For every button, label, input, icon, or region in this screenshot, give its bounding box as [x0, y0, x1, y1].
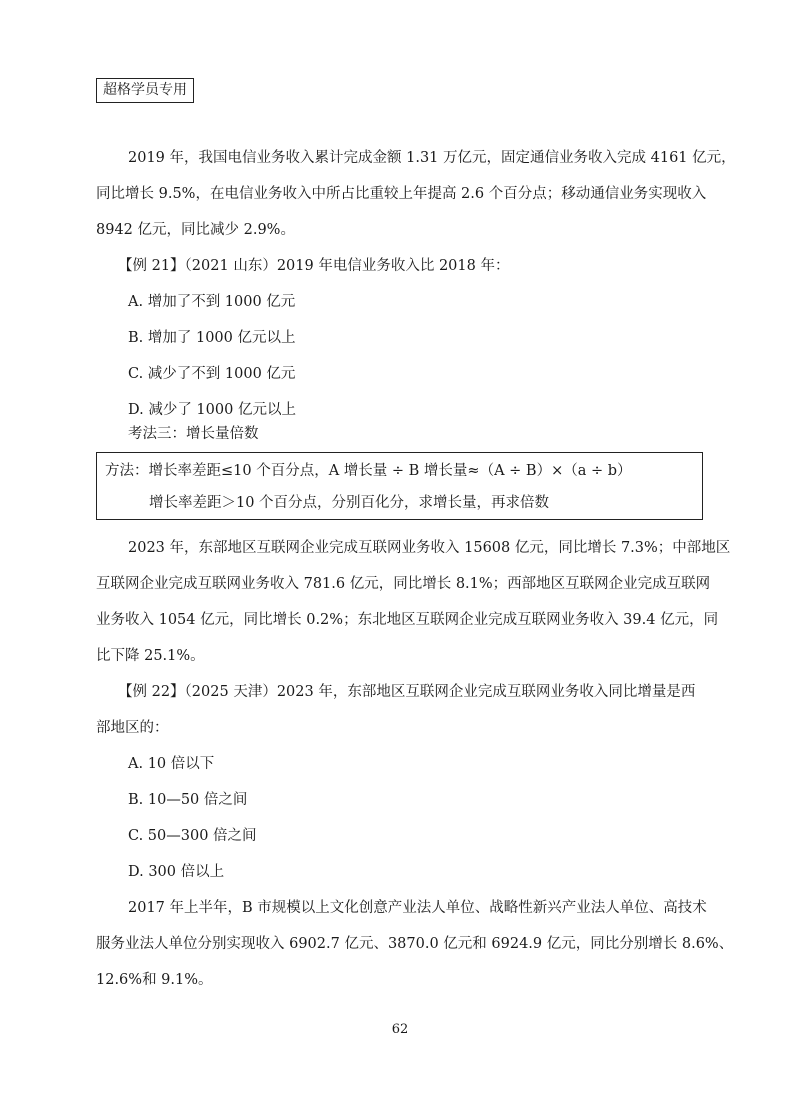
- student-only-tag: 超格学员专用: [96, 78, 194, 103]
- example22-option-c: C. 50—300 倍之间: [128, 828, 257, 844]
- method-box-line-1: 方法：增长率差距≤10 个百分点，A 增长量 ÷ B 增长量≈（A ÷ B）×（a ÷ b）: [105, 463, 632, 479]
- passage3-line-2: 服务业法人单位分别实现收入 6902.7 亿元、3870.0 亿元和 6924.9 亿元，同比分别增长 8.6%、: [96, 936, 734, 952]
- passage2-line-4: 比下降 25.1%。: [96, 648, 205, 664]
- method-box: [96, 452, 703, 520]
- example22-question-line-1: 【例 22】（2025 天津）2023 年，东部地区互联网企业完成互联网业务收入同比增量是西: [118, 684, 696, 700]
- passage1-line-1: 2019 年，我国电信业务收入累计完成金额 1.31 万亿元，固定通信业务收入完成 4161 亿元，: [128, 150, 736, 166]
- example22-question-line-2: 部地区的：: [96, 720, 169, 736]
- method3-title: 考法三：增长量倍数: [128, 426, 259, 442]
- example22-option-b: B. 10—50 倍之间: [128, 792, 248, 808]
- example21-option-d: D. 减少了 1000 亿元以上: [128, 402, 296, 418]
- page-number: 62: [391, 1022, 409, 1037]
- passage2-line-2: 互联网企业完成互联网业务收入 781.6 亿元，同比增长 8.1%；西部地区互联网企业完成互联网: [96, 576, 711, 592]
- example22-option-d: D. 300 倍以上: [128, 864, 225, 880]
- example21-option-c: C. 减少了不到 1000 亿元: [128, 366, 296, 382]
- passage1-line-2: 同比增长 9.5%，在电信业务收入中所占比重较上年提高 2.6 个百分点；移动通信业务实现收入: [96, 186, 707, 202]
- passage2-line-1: 2023 年，东部地区互联网企业完成互联网业务收入 15608 亿元，同比增长 7.3%；中部地区: [128, 540, 731, 556]
- passage3-line-1: 2017 年上半年，B 市规模以上文化创意产业法人单位、战略性新兴产业法人单位、高技术: [128, 900, 707, 916]
- passage1-line-3: 8942 亿元，同比减少 2.9%。: [96, 222, 295, 238]
- example21-question: 【例 21】（2021 山东）2019 年电信业务收入比 2018 年：: [118, 258, 510, 274]
- example22-option-a: A. 10 倍以下: [128, 756, 215, 772]
- method-box-line-2: 增长率差距＞10 个百分点，分别百化分，求增长量，再求倍数: [149, 495, 550, 511]
- example21-option-a: A. 增加了不到 1000 亿元: [128, 294, 296, 310]
- example21-option-b: B. 增加了 1000 亿元以上: [128, 330, 296, 346]
- passage3-line-3: 12.6%和 9.1%。: [96, 972, 213, 988]
- passage2-line-3: 业务收入 1054 亿元，同比增长 0.2%；东北地区互联网企业完成互联网业务收入 39.4 亿元，同: [96, 612, 719, 628]
